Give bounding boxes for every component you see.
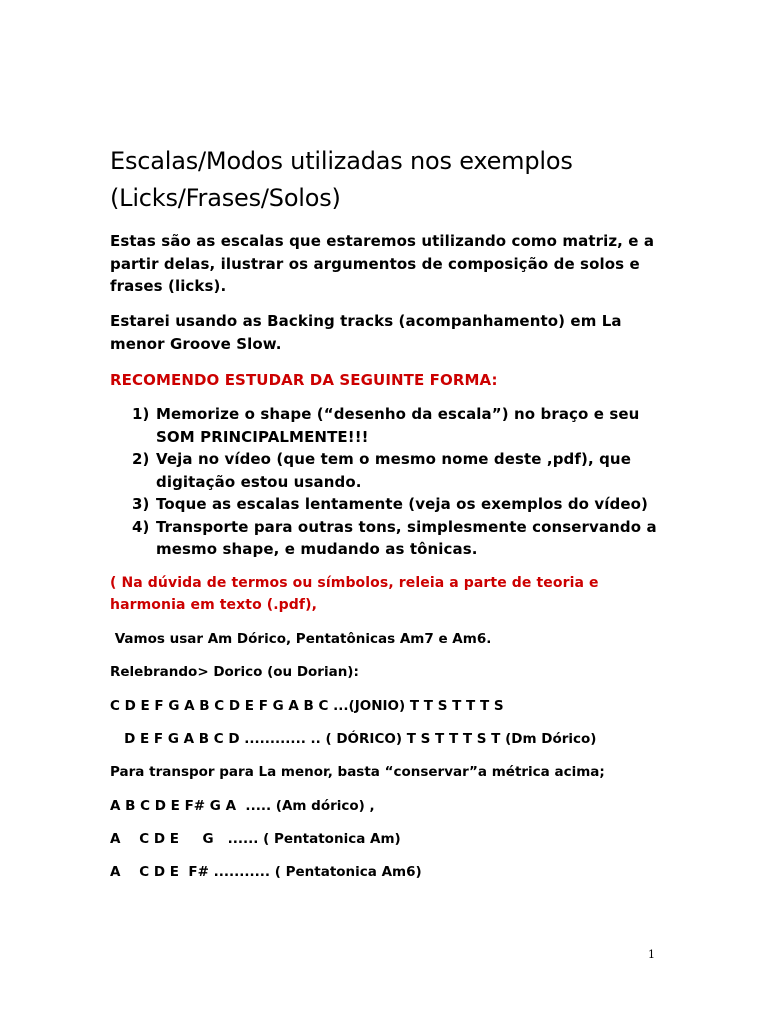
step-number: 4) [132, 517, 150, 536]
scale-line: A C D E G ...... ( Pentatonica Am) [110, 831, 401, 847]
scale-line: D E F G A B C D ............ .. ( DÓRICO) T S T T T S T (Dm Dórico) [110, 731, 597, 747]
page-title [110, 143, 730, 217]
step-number: 3) [132, 495, 150, 513]
scale-line: A B C D E F# G A ..... (Am dórico) , [110, 798, 375, 814]
recommend-heading: RECOMENDO ESTUDAR DA SEGUINTE FORMA: [110, 371, 498, 389]
list-item [110, 403, 670, 448]
scale-line: C D E F G A B C D E F G A B C ...(JONIO) T T S T T T S [110, 698, 504, 714]
step-text: Veja no vídeo (que tem o mesmo nome deste ,pdf), que digitação estou usando. [156, 450, 631, 491]
doubt-note: ( Na dúvida de termos ou símbolos, releia a parte de teoria e harmonia em texto (.pdf), [110, 575, 599, 613]
backing-tracks-paragraph: Estarei usando as Backing tracks (acompanhamento) em La menor Groove Slow. [110, 312, 622, 353]
study-steps-list [110, 403, 670, 561]
intro-paragraph: Estas são as escalas que estaremos utilizando como matriz, e a partir delas, ilustrar os argumentos de composição de solos e frases (licks). [110, 232, 655, 295]
step-text: Transporte para outras tons, simplesmente conservando a mesmo shape, e mudando as tônicas. [156, 517, 657, 558]
text-line: Para transpor para La menor, basta “conservar”a métrica acima; [110, 764, 605, 780]
title-line-2: (Licks/Frases/Solos) [110, 184, 341, 212]
step-number: 2) [132, 450, 150, 468]
list-item [110, 516, 670, 561]
text-line: Relebrando> Dorico (ou Dorian): [110, 664, 359, 680]
title-line-1: Escalas/Modos utilizadas nos exemplos [110, 147, 573, 175]
scale-line: A C D E F# ........... ( Pentatonica Am6) [110, 864, 422, 880]
step-number: 1) [132, 405, 150, 423]
step-text: Toque as escalas lentamente (veja os exemplos do vídeo) [156, 495, 648, 513]
list-item [110, 493, 670, 516]
page-number: 1 [648, 948, 655, 961]
list-item [110, 448, 670, 493]
text-line: Vamos usar Am Dórico, Pentatônicas Am7 e Am6. [110, 631, 492, 647]
step-text: Memorize o shape (“desenho da escala”) no braço e seu SOM PRINCIPALMENTE!!! [156, 405, 640, 446]
